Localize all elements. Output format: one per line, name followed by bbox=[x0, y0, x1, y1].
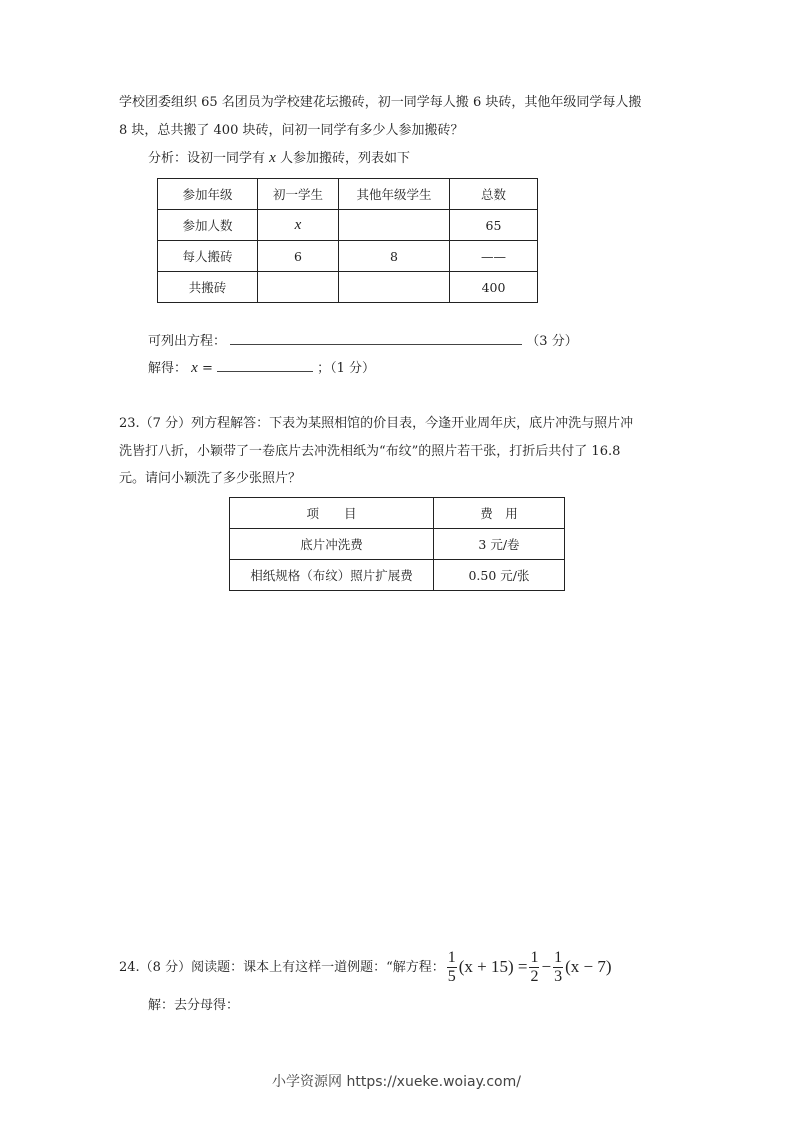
numerator: 1 bbox=[530, 948, 539, 966]
q23-text-line-3: 元。请问小颖洗了多少张照片？ bbox=[119, 471, 302, 486]
equation-line bbox=[148, 328, 578, 355]
header-cell: 初一学生 bbox=[258, 179, 339, 210]
table-cell bbox=[339, 210, 450, 241]
table-row bbox=[158, 241, 538, 272]
q23-text-line-2: 洗皆打八折，小颖带了一卷底片去冲洗相纸为“布纹”的照片若干张，打折后共付了 16.8 bbox=[119, 444, 621, 459]
denominator: 3 bbox=[554, 967, 563, 985]
equation-blank[interactable] bbox=[230, 330, 522, 345]
q22-text-line-1: 学校团委组织 65 名团员为学校建花坛搬砖，初一同学每人搬 6 块砖，其他年级同学每人搬 bbox=[119, 95, 642, 110]
q24-text-line-1 bbox=[119, 946, 612, 988]
minus-sign: − bbox=[541, 957, 552, 976]
equation-part: (x + 15) = bbox=[458, 957, 528, 976]
q22-analysis bbox=[148, 145, 410, 172]
q22-text-line-2: 8 块，总共搬了 400 块砖，问初一同学有多少人参加搬砖？ bbox=[119, 123, 464, 138]
solve-label: 解得： bbox=[148, 361, 188, 376]
table-cell bbox=[339, 272, 450, 303]
q24-intro: 24.（8 分）阅读题：课本上有这样一道例题：“解方程： bbox=[119, 959, 445, 975]
q23-price-table bbox=[229, 497, 565, 591]
variable-x: x bbox=[294, 216, 302, 233]
table-cell bbox=[258, 272, 339, 303]
table-cell: —— bbox=[450, 241, 538, 272]
solve-equals: = bbox=[201, 361, 217, 376]
table-cell: 底片冲洗费 bbox=[230, 529, 434, 560]
denominator: 2 bbox=[530, 967, 539, 985]
table-cell: 3 元/卷 bbox=[434, 529, 565, 560]
equation-label: 可列出方程： bbox=[148, 334, 227, 349]
header-cell: 参加年级 bbox=[158, 179, 258, 210]
solve-score: ；（1 分） bbox=[317, 361, 376, 376]
numerator: 1 bbox=[554, 948, 563, 966]
numerator: 1 bbox=[447, 948, 456, 966]
table-cell: 8 bbox=[339, 241, 450, 272]
header-cell: 总数 bbox=[450, 179, 538, 210]
solution-line bbox=[148, 355, 375, 382]
analysis-variable: x bbox=[269, 150, 276, 166]
table-row bbox=[230, 529, 565, 560]
fraction bbox=[529, 949, 539, 986]
footer-watermark: 小学资源网 https://xueke.woiay.com/ bbox=[272, 1074, 521, 1090]
table-row bbox=[158, 272, 538, 303]
equation-part: (x − 7) bbox=[565, 957, 612, 976]
table-row bbox=[158, 210, 538, 241]
table-cell: 400 bbox=[450, 272, 538, 303]
table-header-row bbox=[230, 498, 565, 529]
table-header-row bbox=[158, 179, 538, 210]
denominator: 5 bbox=[447, 967, 456, 985]
fraction bbox=[447, 949, 457, 986]
table-cell: 0.50 元/张 bbox=[434, 560, 565, 591]
analysis-suffix: 人参加搬砖，列表如下 bbox=[279, 151, 410, 166]
solution-blank[interactable] bbox=[217, 357, 313, 372]
header-cell: 其他年级学生 bbox=[339, 179, 450, 210]
header-cell: 费 用 bbox=[434, 498, 565, 529]
solve-variable: x bbox=[191, 360, 198, 376]
analysis-prefix: 分析：设初一同学有 bbox=[148, 151, 266, 166]
q24-step-1: 解：去分母得： bbox=[148, 998, 240, 1013]
fraction bbox=[553, 949, 563, 986]
q23-text-line-1: 23.（7 分）列方程解答：下表为某照相馆的价目表，今逢开业周年庆，底片冲洗与照片冲 bbox=[119, 416, 634, 431]
header-cell: 项 目 bbox=[230, 498, 434, 529]
q22-table bbox=[157, 178, 538, 303]
table-cell: 相纸规格（布纹）照片扩展费 bbox=[230, 560, 434, 591]
table-cell: 参加人数 bbox=[158, 210, 258, 241]
table-row bbox=[230, 560, 565, 591]
table-cell: 6 bbox=[258, 241, 339, 272]
equation-score: （3 分） bbox=[526, 334, 578, 349]
table-cell: 65 bbox=[450, 210, 538, 241]
table-cell: 每人搬砖 bbox=[158, 241, 258, 272]
table-cell: 共搬砖 bbox=[158, 272, 258, 303]
table-cell bbox=[258, 210, 339, 241]
